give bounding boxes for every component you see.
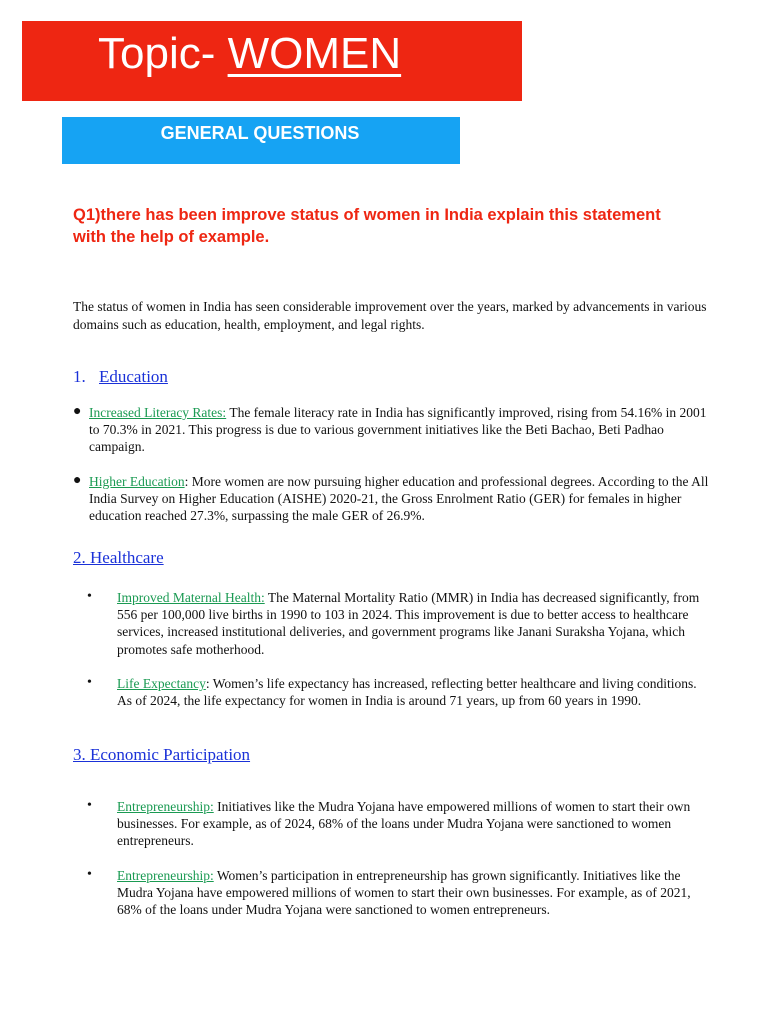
point-text: : More women are now pursuing higher education and professional degrees. According to the All India Survey on Higher Education (AISHE) 2020-21, the Gross Enrolment Ratio (GER) for females in higher education reached 27.3%, surpassing the male GER of 26.9%. — [89, 473, 709, 524]
list-item — [87, 674, 707, 709]
economic-list — [87, 798, 707, 918]
section-title-banner: GENERAL QUESTIONS — [62, 117, 460, 164]
healthcare-list — [87, 589, 707, 709]
bullet-icon: ● — [73, 472, 82, 488]
heading-title: Education — [99, 367, 168, 386]
term-label: Higher Education — [89, 473, 185, 489]
point-text: The female literacy rate in India has significantly improved, rising from 54.16% in 2001 to 70.3% in 2021. This progress is due to various government initiatives like the Beti Bachao, Beti Padhao campaign. — [89, 405, 707, 455]
term-label: Entrepreneurship: — [117, 867, 214, 883]
list-item — [73, 472, 709, 525]
bullet-icon: • — [87, 866, 92, 882]
point-text: : Women’s life expectancy has increased, reflecting better healthcare and living conditions. As of 2024, the life expectancy for women in India is around 71 years, up from 60 years in 1990. — [117, 675, 697, 709]
education-list — [73, 404, 709, 524]
bullet-icon: • — [87, 798, 92, 813]
topic-prefix: Topic- — [98, 29, 228, 78]
bullet-icon: • — [87, 674, 92, 690]
list-item — [87, 866, 707, 919]
heading-healthcare: 2. Healthcare — [73, 548, 164, 567]
question-text: Q1)there has been improve status of women in India explain this statement with the help of example. — [73, 206, 661, 246]
point-text: Women’s participation in entrepreneurship has grown significantly. Initiatives like the Mudra Yojana have empowered millions of women to start their own businesses. For example, as of 2021, 68% of the loans under Mudra Yojana were sanctioned to women entrepreneurs. — [117, 867, 691, 918]
topic-banner — [22, 21, 522, 101]
term-label: Improved Maternal Health: — [117, 590, 265, 605]
bullet-icon: • — [87, 589, 92, 604]
topic-name: WOMEN — [227, 29, 402, 78]
heading-economic-participation: 3. Economic Participation — [73, 745, 251, 764]
list-item — [87, 589, 707, 658]
list-item — [87, 798, 707, 850]
point-text: The Maternal Mortality Ratio (MMR) in India has decreased significantly, from 556 per 100,000 live births in 1990 to 103 in 2024. This improvement is due to better access to healthcare services, increased institutional deliveries, and government programs like Janani Suraksha Yojana, which promotes safe motherhood. — [117, 590, 700, 657]
list-item — [73, 404, 709, 456]
bullet-icon: ● — [73, 404, 82, 419]
term-label: Life Expectancy — [117, 675, 206, 691]
term-label: Increased Literacy Rates: — [89, 405, 227, 420]
heading-education — [73, 366, 168, 388]
point-text: Initiatives like the Mudra Yojana have empowered millions of women to start their own businesses. For example, as of 2024, 68% of the loans under Mudra Yojana were sanctioned to women entrepreneurs. — [117, 799, 691, 849]
intro-paragraph: The status of women in India has seen considerable improvement over the years, marked by advancements in various domains such as education, health, employment, and legal rights. — [73, 299, 707, 332]
term-label: Entrepreneurship: — [117, 799, 214, 814]
heading-number: 1. — [73, 367, 86, 386]
